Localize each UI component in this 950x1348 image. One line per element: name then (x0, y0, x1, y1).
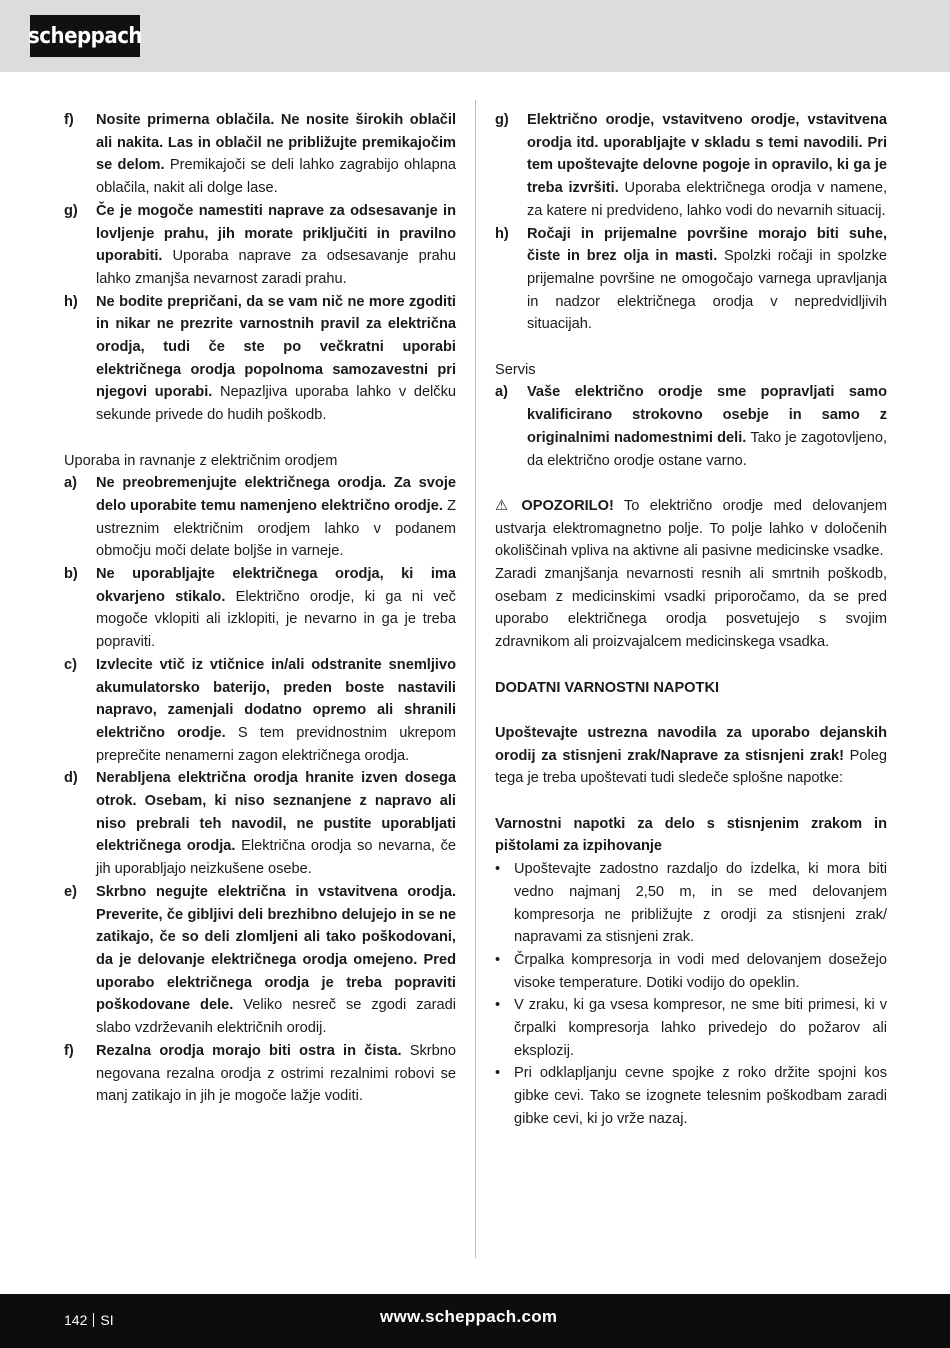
item-letter: d) (64, 770, 78, 787)
list-item (64, 767, 456, 881)
item-letter: e) (64, 883, 77, 900)
website-link[interactable]: www.scheppach.com (380, 1307, 558, 1326)
right-column (495, 109, 887, 1131)
column-divider (475, 100, 476, 1258)
item-bold-text: Izvlecite vtič iz vtičnice in/ali odstranite snemljivo akumulatorsko baterijo, preden boste nastavili napravo, zamenjali dodatno opremo ali shranili električno orodje. (96, 656, 456, 741)
item-bold-text: Če je mogoče namestiti naprave za odsesavanje in lovljenje prahu, jih morate priključiti in pravilno uporabiti. (96, 202, 456, 265)
page-separator (93, 1313, 94, 1327)
left-column (64, 109, 456, 1108)
bullet-dot: • (495, 1065, 501, 1082)
bullet-text: Črpalka kompresorja in vodi med delovanjem dosežejo visoke temperature. Dotiki vodijo do opeklin. (514, 951, 887, 991)
item-letter: c) (64, 656, 77, 673)
bullet-text: Upoštevajte zadostno razdaljo do izdelka, ki mora biti vedno najmanj 2,50 m, in se med delovanjem kompresorja ne približujte z orodji za stisnjeni zrak/ napravami za stisnjeni zrak. (514, 861, 887, 946)
item-letter: f) (64, 112, 74, 128)
warning-triangle-icon: ⚠ (495, 497, 509, 514)
item-text: Spolzki ročaji in spolzke prijemalne površine ne omogočajo varnega upravljanja in nadzor električnega orodja v nepredvidljivih situacijah. (527, 248, 887, 333)
list-item (64, 291, 456, 427)
list-item (64, 654, 456, 768)
item-letter: a) (64, 475, 77, 492)
list-item (64, 881, 456, 1040)
item-text: Tako je zagotovljeno, da električno orodje ostane varno. (527, 429, 887, 469)
item-letter: g) (495, 112, 509, 128)
item-text: Električno orodje, ki ga ni več mogoče vklopiti ali izklopiti, je nevarno in ga je treba popraviti. (96, 588, 456, 651)
compressed-air-paragraph (495, 722, 887, 790)
item-bold-text: Rezalna orodja morajo biti ostra in čista. (96, 1042, 402, 1059)
page-footer (0, 1294, 950, 1348)
bullet-text: Pri odklapljanju cevne spojke z roko držite spojni kos gibke cevi. Tako se izognete telesnim poškodbam zaradi gibke cevi, ki jo vrže nazaj. (514, 1065, 887, 1127)
item-letter: b) (64, 566, 78, 583)
item-bold-text: Nosite primerna oblačila. Ne nosite širokih oblačil ali nakita. Las in oblačil ne približujte premikajočim se delom. (96, 112, 456, 174)
item-bold-text: Električno orodje, vstavitveno orodje, vstavitvena orodja itd. uporabljajte v skladu s temi navodili. Pri tem upoštevajte delovne pogoje in opravilo, ki ga je treba izvršiti. (527, 112, 887, 197)
bullet-dot: • (495, 861, 501, 878)
item-bold-text: Nerabljena električna orodja hranite izven dosega otrok. Osebam, ki niso seznanjene z napravo ali niso prebrali teh navodil, ne pustite uporabljati električnega orodja. (96, 770, 456, 855)
list-item (64, 563, 456, 654)
item-text: Uporaba naprave za odsesavanje prahu lahko zmanjša nevarnost zaradi prahu. (96, 248, 456, 287)
item-text: Veliko nesreč se zgodi zaradi slabo vzdrževanih električnih orodij. (96, 997, 456, 1037)
servis-heading: Servis (495, 361, 536, 378)
compressed-air-bold: Upoštevajte ustrezna navodila za uporabo dejanskih orodij za stisnjeni zrak/Naprave za stisnjeni zrak! (495, 724, 887, 764)
bullet-dot: • (495, 951, 501, 968)
item-text: S tem previdnostnim ukrepom preprečite nenamerni zagon električnega orodja. (96, 724, 456, 764)
warning-text: To električno orodje med delovanjem ustvarja elektromagnetno polje. To polje lahko v določenih okoliščinah vpliva na aktivne ali pasivne medicinske vsadke. (495, 497, 887, 560)
item-bold-text: Ročaji in prijemalne površine morajo biti suhe, čiste in brez olja in masti. (527, 225, 887, 265)
item-text: Skrbno negovana rezalna orodja z ostrimi rezalnimi robovi se manj zatikajo in jih je mogoče lažje voditi. (96, 1042, 456, 1105)
compressed-air-text: Poleg tega je treba upoštevati tudi sledeče splošne napotke: (495, 747, 887, 787)
list-item (495, 223, 887, 337)
warning-label: OPOZORILO! (521, 497, 614, 514)
item-text: Z ustreznim električnim orodjem lahko v podanem območju moči delate boljše in varneje. (96, 497, 456, 560)
list-item (64, 1040, 456, 1108)
item-text: Nepazljiva uporaba lahko v delčku sekunde privede do hudih poškodb. (96, 384, 457, 424)
page-number-value: 142 (64, 1312, 88, 1328)
bullet-item (495, 1062, 887, 1130)
list-item (495, 109, 887, 223)
item-bold-text: Vaše električno orodje sme popravljati samo kvalificirano strokovno osebje in samo z originalnimi nadomestnimi deli. (527, 384, 887, 446)
blow-gun-heading: Varnostni napotki za delo s stisnjenim zrakom in pištolami za izpihovanje (495, 815, 887, 855)
item-text: Uporaba električnega orodja v namene, za katere ni predvideno, lahko vodi do nevarnih situacij. (527, 180, 888, 219)
page-header (0, 0, 950, 72)
item-bold-text: Ne uporabljajte električnega orodja, ki ima okvarjeno stikalo. (96, 566, 456, 605)
item-text: Premikajoči se deli lahko zagrabijo ohlapna oblačila, nakit ali dolge lase. (96, 157, 456, 197)
item-letter: h) (64, 293, 78, 310)
scheppach-logo: scheppach (30, 15, 140, 57)
list-item (64, 200, 456, 291)
list-item (495, 381, 887, 472)
list-item (64, 109, 456, 200)
item-letter: f) (64, 1042, 74, 1059)
bullet-text: V zraku, ki ga vsesa kompresor, ne sme biti primesi, ki v črpalki kompresorja lahko privedejo do požarov ali eksplozij. (514, 997, 887, 1059)
warning-paragraph (495, 495, 887, 563)
item-bold-text: Ne preobremenjujte električnega orodja. Za svoje delo uporabite temu namenjeno električno orodje. (96, 475, 456, 514)
item-letter: g) (64, 202, 78, 219)
warning-paragraph-2: Zaradi zmanjšanja nevarnosti resnih ali smrtnih poškodb, osebam z medicinskimi vsadki priporočamo, da se pred uporabo električnega orodja posvetujejo s svojim zdravnikom ali proizvajalcem medicinskega vsadka. (495, 566, 887, 651)
item-letter: h) (495, 225, 509, 242)
item-letter: a) (495, 384, 508, 401)
section-heading: Uporaba in ravnanje z električnim orodjem (64, 452, 338, 469)
bullet-item (495, 994, 887, 1062)
bullet-item (495, 949, 887, 994)
language-code: SI (100, 1312, 114, 1328)
extra-safety-heading: DODATNI VARNOSTNI NAPOTKI (495, 679, 720, 696)
item-bold-text: Skrbno negujte električna in vstavitvena orodja. Preverite, če gibljivi deli brezhibno delujejo in se ne zatikajo, če so deli zlomljeni ali tako poškodovani, da je delovanje električnega orodja omejeno. Pred uporabo električnega orodja je treba popraviti poškodovane dele. (96, 883, 456, 1014)
page-number (64, 1310, 114, 1330)
bullet-dot: • (495, 997, 501, 1014)
item-bold-text: Ne bodite prepričani, da se vam nič ne more zgoditi in nikar ne prezrite varnostnih pravil za električna orodja, tudi če ste po večkratni uporabi električnega orodja popolnoma samozavestni pri njegovi uporabi. (96, 293, 456, 401)
list-item (64, 472, 456, 563)
item-text: Električna orodja so nevarna, če jih uporabljajo neizkušene osebe. (96, 838, 456, 878)
bullet-item (495, 858, 887, 949)
